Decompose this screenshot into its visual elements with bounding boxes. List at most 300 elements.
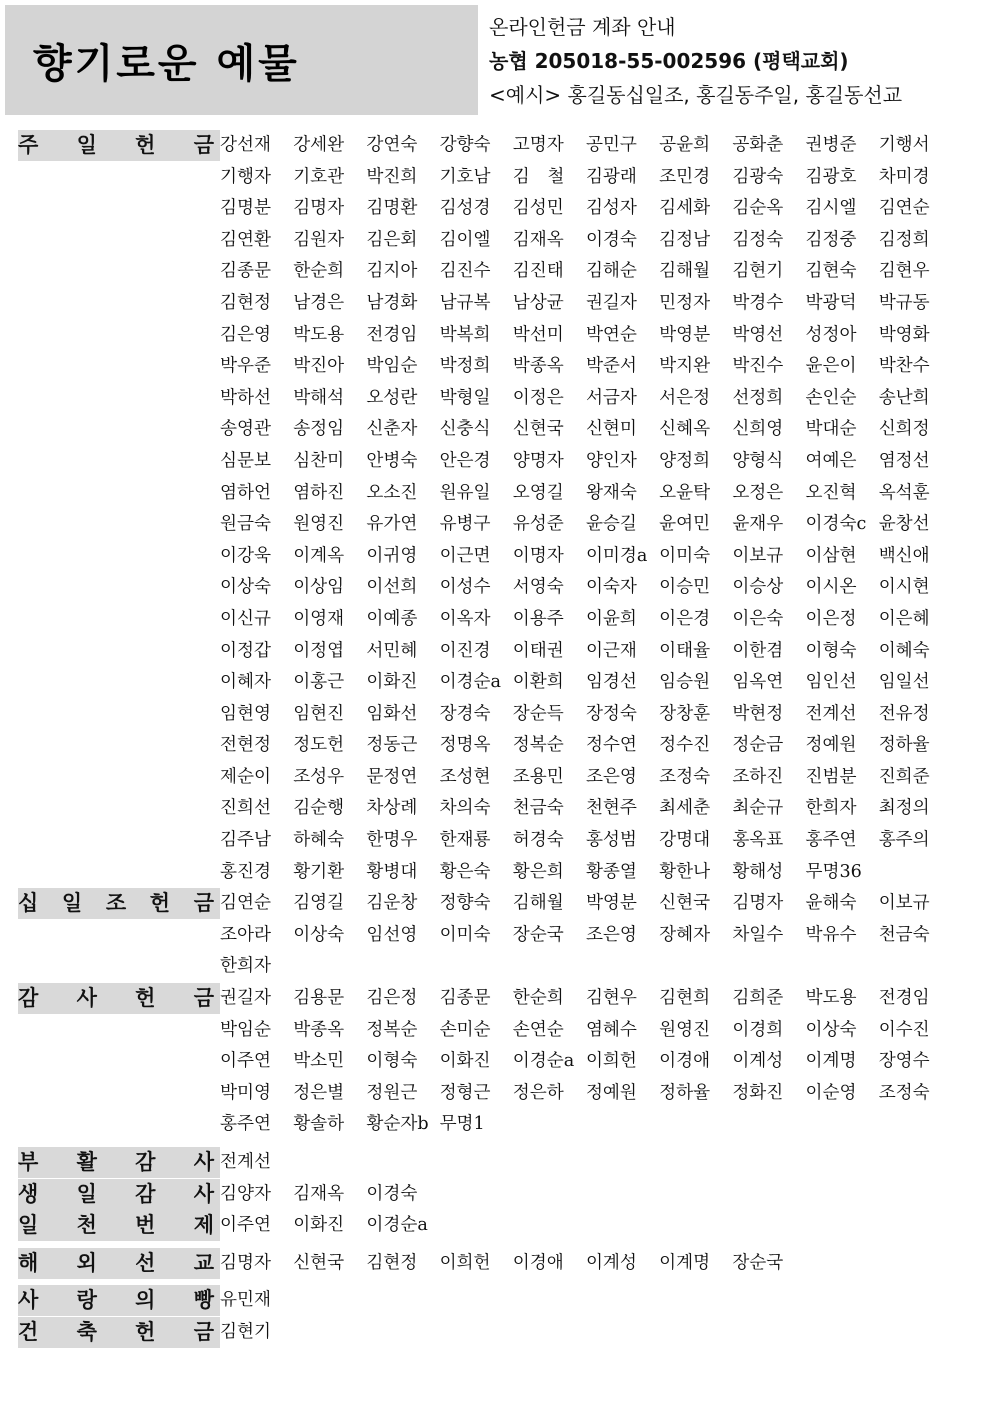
donor-name: 이태권 xyxy=(512,640,564,661)
donor-name: 신현국 xyxy=(293,1252,345,1273)
donor-name: 윤해숙 xyxy=(805,893,857,914)
donor-name: 이형숙 xyxy=(805,640,857,661)
donor-name: 손인순 xyxy=(805,387,857,408)
donor-name: 윤창선 xyxy=(878,514,930,535)
donor-name: 양명자 xyxy=(512,450,564,471)
donor-name: 이시온 xyxy=(805,577,857,598)
donor-name: 정하율 xyxy=(659,1082,711,1103)
donor-name: 김정남 xyxy=(659,229,711,250)
donor-name: 차상례 xyxy=(366,798,418,819)
donor-name: 윤승길 xyxy=(585,514,637,535)
donor-name: 오영길 xyxy=(512,482,564,503)
donor-name: 천현주 xyxy=(585,798,637,819)
donor-name: 김지아 xyxy=(366,261,418,282)
donor-name: 원유일 xyxy=(439,482,491,503)
donor-name: 이경숙 xyxy=(585,229,637,250)
donor-name: 이주연 xyxy=(220,1215,271,1236)
donor-name: 차의숙 xyxy=(439,798,491,819)
donor-name: 전경임 xyxy=(878,988,930,1009)
donor-name: 김종문 xyxy=(220,261,271,282)
donor-name: 정원근 xyxy=(366,1082,418,1103)
donor-name: 염정선 xyxy=(878,450,930,471)
donor-name: 황순자b xyxy=(366,1114,429,1135)
donor-name: 임옥연 xyxy=(732,672,784,693)
donor-name: 오정은 xyxy=(732,482,784,503)
donor-name: 왕재숙 xyxy=(585,482,637,503)
donor-name: 옥석훈 xyxy=(878,482,930,503)
donor-name: 신현국 xyxy=(659,893,711,914)
donor-name: 김연순 xyxy=(878,198,930,219)
donor-name: 이계성 xyxy=(732,1051,784,1072)
donor-name: 이경순a xyxy=(512,1051,575,1072)
donor-name: 김성민 xyxy=(512,198,564,219)
section-label: 해 외 선 교 xyxy=(18,1248,220,1279)
offering-section xyxy=(0,888,1000,983)
donor-name: 서영숙 xyxy=(512,577,564,598)
donor-name: 황은희 xyxy=(512,861,564,882)
donor-name: 남상균 xyxy=(512,292,564,313)
donor-name: 정은하 xyxy=(512,1082,564,1103)
donor-name: 김양자 xyxy=(220,1183,271,1204)
donor-name: 이혜자 xyxy=(220,672,271,693)
donor-name: 김현기 xyxy=(732,261,784,282)
donor-names xyxy=(220,888,952,983)
donor-name: 정형근 xyxy=(439,1082,491,1103)
donor-name: 장순국 xyxy=(512,924,564,945)
donor-name: 염혜수 xyxy=(585,1019,637,1040)
donor-name: 이환희 xyxy=(512,672,564,693)
donor-name: 박정희 xyxy=(439,356,491,377)
donor-name: 전현정 xyxy=(220,735,271,756)
donor-name: 이미숙 xyxy=(659,545,711,566)
donor-name: 손미순 xyxy=(439,1019,491,1040)
donor-name: 신충식 xyxy=(439,419,491,440)
donor-name: 고명자 xyxy=(512,135,564,155)
donor-name: 이강욱 xyxy=(220,545,271,566)
donor-name: 성정아 xyxy=(805,324,857,345)
donor-name: 김현우 xyxy=(585,988,637,1009)
donor-name: 김현희 xyxy=(659,988,711,1009)
donor-name: 김희준 xyxy=(732,988,784,1009)
donor-name: 원영진 xyxy=(293,514,345,535)
donor-name: 정화진 xyxy=(732,1082,784,1103)
donor-name: 이성수 xyxy=(439,577,491,598)
offering-section xyxy=(0,1147,1000,1179)
donor-name: 이상숙 xyxy=(805,1019,857,1040)
donor-name: 박지완 xyxy=(659,356,711,377)
donor-name: 장정숙 xyxy=(585,703,637,724)
donor-name: 이경숙c xyxy=(805,514,867,535)
donor-name: 이계명 xyxy=(805,1051,857,1072)
title-box xyxy=(5,5,478,115)
donor-name: 이영재 xyxy=(293,608,345,629)
donor-name: 조정숙 xyxy=(878,1082,930,1103)
donor-name: 김이엘 xyxy=(439,229,491,250)
donor-name: 박영분 xyxy=(659,324,711,345)
donor-name: 원영진 xyxy=(659,1019,711,1040)
donor-name: 권길자 xyxy=(585,292,637,313)
donor-name: 최순규 xyxy=(732,798,784,819)
donor-name: 차일수 xyxy=(732,924,784,945)
donor-name: 김해월 xyxy=(512,893,564,914)
donor-names xyxy=(220,1179,952,1211)
donor-name: 서민혜 xyxy=(366,640,418,661)
donor-name: 강세완 xyxy=(293,135,345,155)
donor-name: 전경임 xyxy=(366,324,418,345)
donor-name: 최정의 xyxy=(878,798,930,819)
donor-name: 임현영 xyxy=(220,703,271,724)
donor-name: 전계선 xyxy=(805,703,857,724)
section-label: 부 활 감 사 xyxy=(18,1147,220,1178)
donor-name: 남경화 xyxy=(366,292,418,313)
donor-name: 이태율 xyxy=(659,640,711,661)
donor-names xyxy=(220,1248,952,1280)
donor-name: 이희헌 xyxy=(585,1051,637,1072)
donor-name: 정수진 xyxy=(659,735,711,756)
donor-name: 장혜자 xyxy=(659,924,711,945)
donor-name: 유민재 xyxy=(220,1290,271,1311)
donor-name: 이승상 xyxy=(732,577,784,598)
donor-name: 민정자 xyxy=(659,292,711,313)
donor-name: 한순희 xyxy=(293,261,345,282)
donor-name: 이은혜 xyxy=(878,608,930,629)
donor-name: 조은영 xyxy=(585,924,637,945)
donor-name: 임현진 xyxy=(293,703,345,724)
donor-name: 심문보 xyxy=(220,450,271,471)
donor-name: 김현기 xyxy=(220,1321,271,1342)
donor-name: 정향숙 xyxy=(439,893,491,914)
donor-name: 김원자 xyxy=(293,229,345,250)
donor-name: 장순국 xyxy=(732,1252,784,1273)
donor-name: 김세화 xyxy=(659,198,711,219)
donor-name: 김현정 xyxy=(220,292,271,313)
donor-name: 무명36 xyxy=(805,861,862,882)
page-title: 향기로운 예물 xyxy=(33,40,300,87)
donor-name: 심찬미 xyxy=(293,450,345,471)
donor-name: 박복희 xyxy=(439,324,491,345)
donor-name: 장경숙 xyxy=(439,703,491,724)
donor-name: 정순금 xyxy=(732,735,784,756)
donor-name: 황은숙 xyxy=(439,861,491,882)
donor-name: 선정희 xyxy=(732,387,784,408)
donor-name: 이숙자 xyxy=(585,577,637,598)
donor-name: 기행서 xyxy=(878,135,930,155)
donor-name: 공민구 xyxy=(585,135,637,155)
donor-name: 박영선 xyxy=(732,324,784,345)
donor-name: 이상임 xyxy=(293,577,345,598)
donor-name: 원금숙 xyxy=(220,514,271,535)
donor-name: 박진아 xyxy=(293,356,345,377)
donor-name: 정동근 xyxy=(366,735,418,756)
donor-name: 임승원 xyxy=(659,672,711,693)
donor-name: 박광덕 xyxy=(805,292,857,313)
donor-name: 강명대 xyxy=(659,830,711,851)
donor-name: 조성우 xyxy=(293,766,345,787)
donor-names xyxy=(220,1210,952,1242)
donor-name: 김종문 xyxy=(439,988,491,1009)
donor-name: 기호관 xyxy=(293,166,345,187)
donor-name: 김은영 xyxy=(220,324,271,345)
donor-name: 이정은 xyxy=(512,387,564,408)
section-label: 사 랑 의 빵 xyxy=(18,1285,220,1316)
donor-name: 임일선 xyxy=(878,672,930,693)
donor-name: 이옥자 xyxy=(439,608,491,629)
donor-name: 이순영 xyxy=(805,1082,857,1103)
donor-name: 정예원 xyxy=(805,735,857,756)
donor-name: 이미숙 xyxy=(439,924,491,945)
donor-name: 정복순 xyxy=(512,735,564,756)
donor-name: 신혜옥 xyxy=(659,419,711,440)
donor-name: 이경숙 xyxy=(366,1183,418,1204)
donor-name: 김광호 xyxy=(805,166,857,187)
donor-name: 정명옥 xyxy=(439,735,491,756)
donor-name: 이홍근 xyxy=(293,672,345,693)
donor-name: 박종옥 xyxy=(293,1019,345,1040)
donor-name: 남규복 xyxy=(439,292,491,313)
donor-name: 안은경 xyxy=(439,450,491,471)
donor-name: 이주연 xyxy=(220,1051,271,1072)
donor-name: 이경순a xyxy=(439,672,502,693)
donor-name: 한희자 xyxy=(805,798,857,819)
donor-name: 조하진 xyxy=(732,766,784,787)
donor-name: 진범분 xyxy=(805,766,857,787)
donor-name: 이은숙 xyxy=(732,608,784,629)
donor-name: 김주남 xyxy=(220,830,271,851)
section-label: 십 일 조 헌 금 xyxy=(18,888,220,919)
donor-name: 이경애 xyxy=(512,1252,564,1273)
donor-name: 홍진경 xyxy=(220,861,271,882)
donor-name: 박임순 xyxy=(220,1019,271,1040)
donor-name: 이경애 xyxy=(659,1051,711,1072)
donor-name: 서은정 xyxy=(659,387,711,408)
offering-section xyxy=(0,1179,1000,1211)
donor-name: 백신애 xyxy=(878,545,930,566)
donor-name: 김현숙 xyxy=(805,261,857,282)
donor-name: 이은경 xyxy=(659,608,711,629)
donor-name: 홍성범 xyxy=(585,830,637,851)
donor-name: 차미경 xyxy=(878,166,930,187)
donor-name: 황기환 xyxy=(293,861,345,882)
donor-name: 박규동 xyxy=(878,292,930,313)
donor-name: 공윤희 xyxy=(659,135,711,155)
donor-name: 김정숙 xyxy=(732,229,784,250)
donor-name: 권병준 xyxy=(805,135,857,155)
donor-name: 김운창 xyxy=(366,893,418,914)
donor-name: 김해순 xyxy=(585,261,637,282)
donor-name: 이계명 xyxy=(659,1252,711,1273)
donor-name: 강향숙 xyxy=(439,135,491,155)
donor-name: 이보규 xyxy=(732,545,784,566)
donor-name: 송영관 xyxy=(220,419,271,440)
donor-name: 김명자 xyxy=(732,893,784,914)
donor-name: 박하선 xyxy=(220,387,271,408)
donor-name: 장영수 xyxy=(878,1051,930,1072)
donor-name: 조정숙 xyxy=(659,766,711,787)
donor-name: 이화진 xyxy=(439,1051,491,1072)
donor-name: 박경수 xyxy=(732,292,784,313)
donor-name: 이은정 xyxy=(805,608,857,629)
donor-name: 서금자 xyxy=(585,387,637,408)
donor-name: 한순희 xyxy=(512,988,564,1009)
donor-name: 장창훈 xyxy=(659,703,711,724)
donor-name: 이화진 xyxy=(293,1215,345,1236)
donor-name: 김광숙 xyxy=(732,166,784,187)
donor-name: 박형일 xyxy=(439,387,491,408)
donor-name: 김 철 xyxy=(512,166,565,187)
section-label: 감 사 헌 금 xyxy=(18,983,220,1014)
donor-name: 홍옥표 xyxy=(732,830,784,851)
donor-name: 이형숙 xyxy=(366,1051,418,1072)
page-header xyxy=(0,0,1000,120)
donor-names xyxy=(220,1147,952,1179)
donor-name: 김용문 xyxy=(293,988,345,1009)
donor-name: 이정엽 xyxy=(293,640,345,661)
donor-name: 김명분 xyxy=(220,198,271,219)
donor-name: 김시엘 xyxy=(805,198,857,219)
donor-name: 이귀영 xyxy=(366,545,418,566)
donor-name: 안병숙 xyxy=(366,450,418,471)
donor-name: 전유정 xyxy=(878,703,930,724)
donor-name: 이정갑 xyxy=(220,640,271,661)
donor-name: 박도용 xyxy=(293,324,345,345)
donor-name: 홍주연 xyxy=(220,1114,271,1135)
donor-name: 정은별 xyxy=(293,1082,345,1103)
offering-section xyxy=(0,1210,1000,1242)
donor-name: 김현정 xyxy=(366,1252,418,1273)
donor-name: 신희영 xyxy=(732,419,784,440)
offering-section xyxy=(0,1317,1000,1349)
section-label: 생 일 감 사 xyxy=(18,1179,220,1210)
donor-name: 임화선 xyxy=(366,703,418,724)
donor-name: 김진태 xyxy=(512,261,564,282)
donor-name: 문정연 xyxy=(366,766,418,787)
donor-name: 김명자 xyxy=(220,1252,271,1273)
donor-name: 이상숙 xyxy=(220,577,271,598)
donor-name: 오성란 xyxy=(366,387,418,408)
donor-name: 양형식 xyxy=(732,450,784,471)
donor-name: 이한겸 xyxy=(732,640,784,661)
donor-name: 박종옥 xyxy=(512,356,564,377)
donor-name: 이희헌 xyxy=(439,1252,491,1273)
donor-names xyxy=(220,1285,952,1317)
donor-name: 이미경a xyxy=(585,545,648,566)
donor-name: 윤은이 xyxy=(805,356,857,377)
donor-name: 한재룡 xyxy=(439,830,491,851)
donor-name: 김연환 xyxy=(220,229,271,250)
donor-name: 이혜숙 xyxy=(878,640,930,661)
donor-name: 박연순 xyxy=(585,324,637,345)
donor-name: 신현미 xyxy=(585,419,637,440)
donor-name: 공화춘 xyxy=(732,135,784,155)
donor-name: 한희자 xyxy=(220,956,271,977)
donor-name: 김연순 xyxy=(220,893,271,914)
donor-name: 여예은 xyxy=(805,450,857,471)
donor-name: 홍주의 xyxy=(878,830,930,851)
donor-name: 양정희 xyxy=(659,450,711,471)
donor-name: 천금숙 xyxy=(878,924,930,945)
donor-name: 강연숙 xyxy=(366,135,418,155)
donor-name: 염하언 xyxy=(220,482,271,503)
donor-name: 전계선 xyxy=(220,1152,271,1172)
donor-name: 이용주 xyxy=(512,608,564,629)
donor-name: 정하율 xyxy=(878,735,930,756)
donor-name: 오소진 xyxy=(366,482,418,503)
donor-name: 이근재 xyxy=(585,640,637,661)
donor-name: 이상숙 xyxy=(293,924,345,945)
donor-name: 황한나 xyxy=(659,861,711,882)
donor-name: 김성자 xyxy=(585,198,637,219)
donor-name: 이진경 xyxy=(439,640,491,661)
offering-section xyxy=(0,1248,1000,1280)
offering-list xyxy=(0,130,1000,1349)
donor-name: 신현국 xyxy=(512,419,564,440)
donor-name: 임경선 xyxy=(585,672,637,693)
donor-name: 오진혁 xyxy=(805,482,857,503)
donor-name: 신희정 xyxy=(878,419,930,440)
donor-name: 윤여민 xyxy=(659,514,711,535)
donor-name: 이경순a xyxy=(366,1215,428,1236)
donor-name: 이승민 xyxy=(659,577,711,598)
donor-name: 진희선 xyxy=(220,798,271,819)
donor-name: 천금숙 xyxy=(512,798,564,819)
donor-name: 김영길 xyxy=(293,893,345,914)
donor-name: 김명환 xyxy=(366,198,418,219)
donor-name: 박해석 xyxy=(293,387,345,408)
donor-name: 유성준 xyxy=(512,514,564,535)
donor-name: 임인선 xyxy=(805,672,857,693)
donor-name: 이보규 xyxy=(878,893,930,914)
donor-name: 이수진 xyxy=(878,1019,930,1040)
donor-name: 남경은 xyxy=(293,292,345,313)
donor-name: 염하진 xyxy=(293,482,345,503)
donor-name: 박영분 xyxy=(585,893,637,914)
donor-name: 정복순 xyxy=(366,1019,418,1040)
donor-name: 진희준 xyxy=(878,766,930,787)
donor-name: 유병구 xyxy=(439,514,491,535)
donor-name: 조민경 xyxy=(659,166,711,187)
donor-name: 김은정 xyxy=(366,988,418,1009)
donor-name: 김해월 xyxy=(659,261,711,282)
donor-name: 조은영 xyxy=(585,766,637,787)
donor-name: 하혜숙 xyxy=(293,830,345,851)
donor-name: 박선미 xyxy=(512,324,564,345)
donor-name: 이계성 xyxy=(585,1252,637,1273)
donor-name: 허경숙 xyxy=(512,830,564,851)
donor-name: 홍주연 xyxy=(805,830,857,851)
donor-name: 박찬수 xyxy=(878,356,930,377)
account-info xyxy=(489,10,994,112)
donor-name: 황솔하 xyxy=(293,1114,345,1135)
donor-name: 손연순 xyxy=(512,1019,564,1040)
section-label: 주 일 헌 금 xyxy=(18,130,220,161)
donor-name: 박도용 xyxy=(805,988,857,1009)
donor-name: 이근면 xyxy=(439,545,491,566)
donor-name: 정도헌 xyxy=(293,735,345,756)
donor-name: 황해성 xyxy=(732,861,784,882)
donor-name: 오윤탁 xyxy=(659,482,711,503)
donor-name: 조아라 xyxy=(220,924,271,945)
donor-name: 박임순 xyxy=(366,356,418,377)
donor-name: 장순득 xyxy=(512,703,564,724)
donor-name: 박유수 xyxy=(805,924,857,945)
donor-name: 김순옥 xyxy=(732,198,784,219)
donor-name: 이예종 xyxy=(366,608,418,629)
donor-name: 조성현 xyxy=(439,766,491,787)
donor-name: 무명1 xyxy=(439,1114,485,1135)
donor-name: 기호남 xyxy=(439,166,491,187)
section-label: 건 축 헌 금 xyxy=(18,1317,220,1348)
donor-name: 송정임 xyxy=(293,419,345,440)
